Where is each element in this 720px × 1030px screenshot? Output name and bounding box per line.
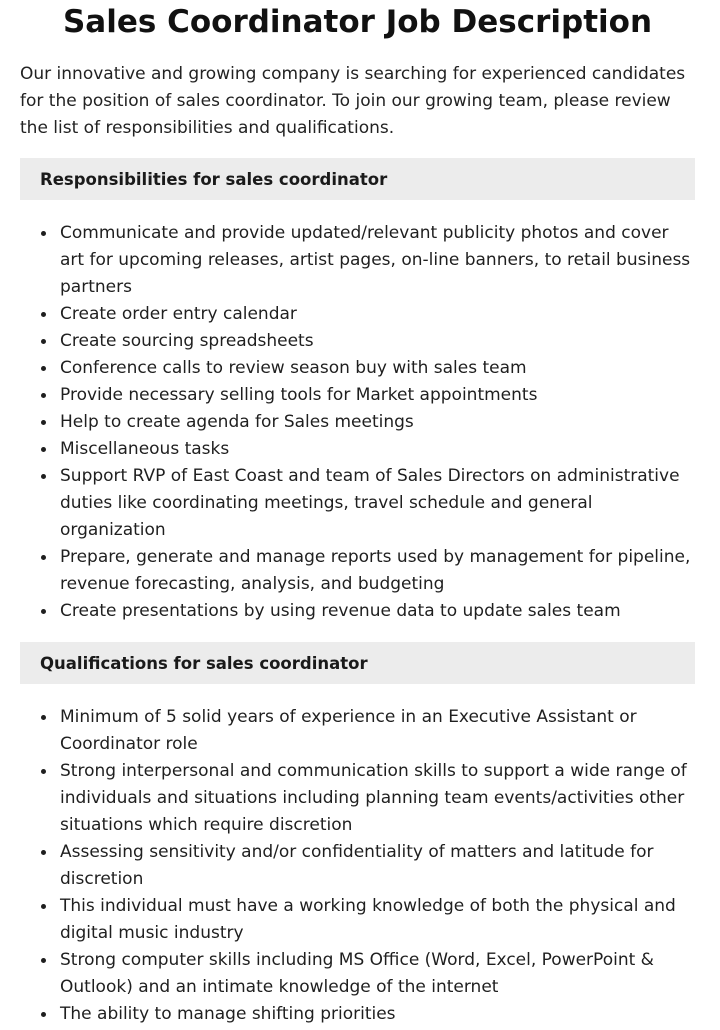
page-title: Sales Coordinator Job Description — [62, 4, 653, 40]
responsibilities-header — [20, 158, 695, 200]
qualifications-heading: Qualifications for sales coordinator — [40, 653, 368, 673]
responsibilities-heading: Responsibilities for sales coordinator — [40, 169, 388, 189]
list-item: Conference calls to review season buy with sales team — [60, 355, 695, 382]
qualifications-header — [20, 642, 695, 684]
intro-paragraph: Our innovative and growing company is searching for experienced candidates for the position of sales coordinator. To join our growing team, please review the list of responsibilities and qualifications. — [20, 64, 686, 138]
list-item: Help to create agenda for Sales meetings — [60, 409, 695, 436]
list-item: Miscellaneous tasks — [60, 436, 695, 463]
list-item: Prepare, generate and manage reports used by management for pipeline, revenue forecasting, analysis, and budgeting — [60, 544, 695, 598]
list-item: Minimum of 5 solid years of experience in an Executive Assistant or Coordinator role — [60, 704, 695, 758]
responsibilities-list — [20, 220, 695, 625]
qualifications-list — [20, 704, 695, 1028]
list-item: Communicate and provide updated/relevant publicity photos and cover art for upcoming releases, artist pages, on-line banners, to retail business partners — [60, 220, 695, 301]
list-item: Provide necessary selling tools for Market appointments — [60, 382, 695, 409]
list-item: Create presentations by using revenue data to update sales team — [60, 598, 695, 625]
list-item: Assessing sensitivity and/or confidentiality of matters and latitude for discretion — [60, 839, 695, 893]
list-item: This individual must have a working knowledge of both the physical and digital music industry — [60, 893, 695, 947]
list-item: Create sourcing spreadsheets — [60, 328, 695, 355]
list-item: The ability to manage shifting priorities — [60, 1001, 695, 1028]
list-item: Strong computer skills including MS Office (Word, Excel, PowerPoint & Outlook) and an intimate knowledge of the internet — [60, 947, 695, 1001]
list-item: Create order entry calendar — [60, 301, 695, 328]
list-item: Strong interpersonal and communication skills to support a wide range of individuals and situations including planning team events/activities other situations which require discretion — [60, 758, 695, 839]
list-item: Support RVP of East Coast and team of Sales Directors on administrative duties like coordinating meetings, travel schedule and general organization — [60, 463, 695, 544]
